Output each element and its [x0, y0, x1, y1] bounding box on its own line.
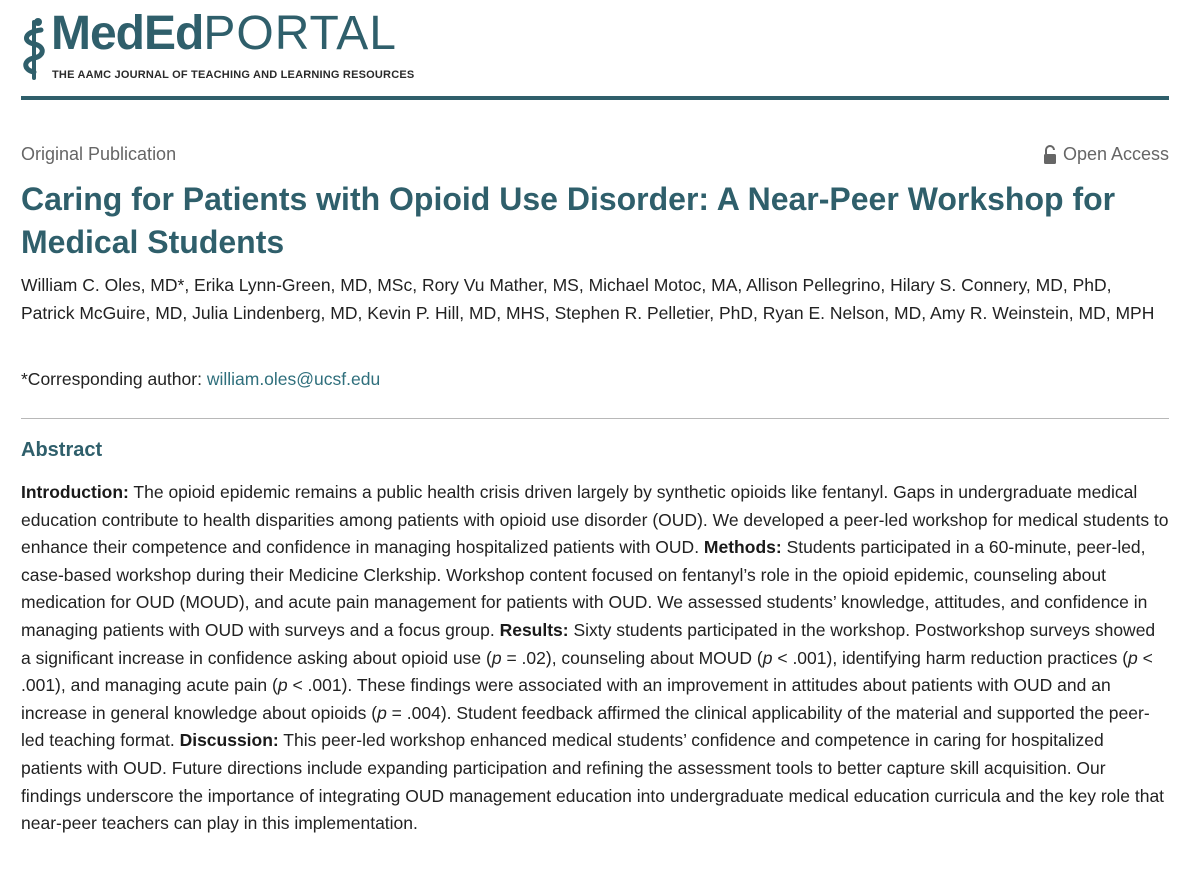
logo-med-text: MedEd	[51, 7, 204, 60]
results-text-2: = .02), counseling about MOUD (	[501, 647, 763, 668]
logo-portal-text: PORTAL	[203, 7, 397, 60]
article-page	[21, 0, 1169, 834]
p-value-symbol: p	[762, 647, 773, 668]
journal-header	[21, 0, 1169, 100]
methods-text: Students participated in a 60-minute, peer-led, case-based workshop during their Medicine Clerkship. Workshop content focused on fentanyl’s role in the opioid epidemic, counseling about medication for OUD (MOUD), and acute pain management for patients with OUD. We assessed students’ knowledge, attitudes, and confidence in managing patients with OUD with surveys and a focus group.	[21, 537, 1148, 640]
corresponding-label: *Corresponding author:	[21, 369, 207, 389]
p-value-symbol: p	[491, 647, 502, 668]
journal-logo[interactable]	[51, 7, 397, 60]
abstract-heading: Abstract	[21, 439, 103, 461]
p-value-symbol: p	[1128, 647, 1138, 668]
caduceus-icon	[21, 16, 47, 82]
introduction-text: The opioid epidemic remains a public health crisis driven largely by synthetic opioids like fentanyl. Gaps in undergraduate medical education contribute to health disparities among patients with opioid use disorder (OUD). We developed a peer-led workshop for medical students to enhance their competence and confidence in managing hospitalized patients with OUD.	[21, 482, 1169, 558]
methods-label: Methods:	[703, 537, 782, 558]
results-text-3: < .001), identifying harm reduction practices (	[772, 647, 1129, 668]
publication-type: Original Publication	[21, 144, 177, 164]
corresponding-author	[21, 365, 380, 393]
introduction-label: Introduction:	[21, 482, 129, 502]
article-meta-row	[21, 144, 1169, 170]
results-text-1: Sixty students participated in the workshop. Postworkshop surveys showed a significant increase in confidence asking about opioid use (	[21, 619, 1156, 668]
journal-tagline: THE AAMC JOURNAL OF TEACHING AND LEARNING RESOURCES	[52, 69, 415, 81]
results-label: Results:	[499, 619, 569, 640]
results-text-6: = .004). Student feedback affirmed the clinical applicability of the material and supported the peer-led teaching format.	[21, 702, 1150, 751]
section-divider	[21, 418, 1169, 419]
header-divider	[21, 96, 1169, 100]
author-list: William C. Oles, MD*, Erika Lynn-Green, MD, MSc, Rory Vu Mather, MS, Michael Motoc, MA, Allison Pellegrino, Hilary S. Connery, MD, PhD, Patrick McGuire, MD, Julia Lindenberg, MD, Kevin P. Hill, MD, MHS, Stephen R. Pelletier, PhD, Ryan E. Nelson, MD, Amy R. Weinstein, MD, MPH	[21, 275, 1155, 323]
corresponding-email-link[interactable]: william.oles@ucsf.edu	[206, 369, 381, 389]
open-lock-icon	[1043, 145, 1057, 165]
p-value-symbol: p	[277, 675, 288, 696]
p-value-symbol: p	[377, 702, 387, 723]
article-title: Caring for Patients with Opioid Use Disorder: A Near-Peer Workshop for Medical Students	[21, 181, 1116, 260]
discussion-text: This peer-led workshop enhanced medical students’ confidence and competence in caring for hospitalized patients with OUD. Future directions include expanding participation and refining the assessment tools to better capture skill acquisition. Our findings underscore the importance of integrating OUD management education into undergraduate medical education curricula and the key role that near-peer teachers can play in this implementation.	[21, 730, 1165, 834]
results-text-4: < .001), and managing acute pain (	[21, 647, 1153, 696]
discussion-label: Discussion:	[179, 730, 279, 751]
open-access-label: Open Access	[1062, 144, 1169, 164]
results-text-5: < .001). These findings were associated with an improvement in attitudes about patients with OUD and an increase in general knowledge about opioids (	[21, 675, 1111, 723]
open-access-badge	[1043, 144, 1169, 165]
abstract-body	[21, 479, 1169, 838]
